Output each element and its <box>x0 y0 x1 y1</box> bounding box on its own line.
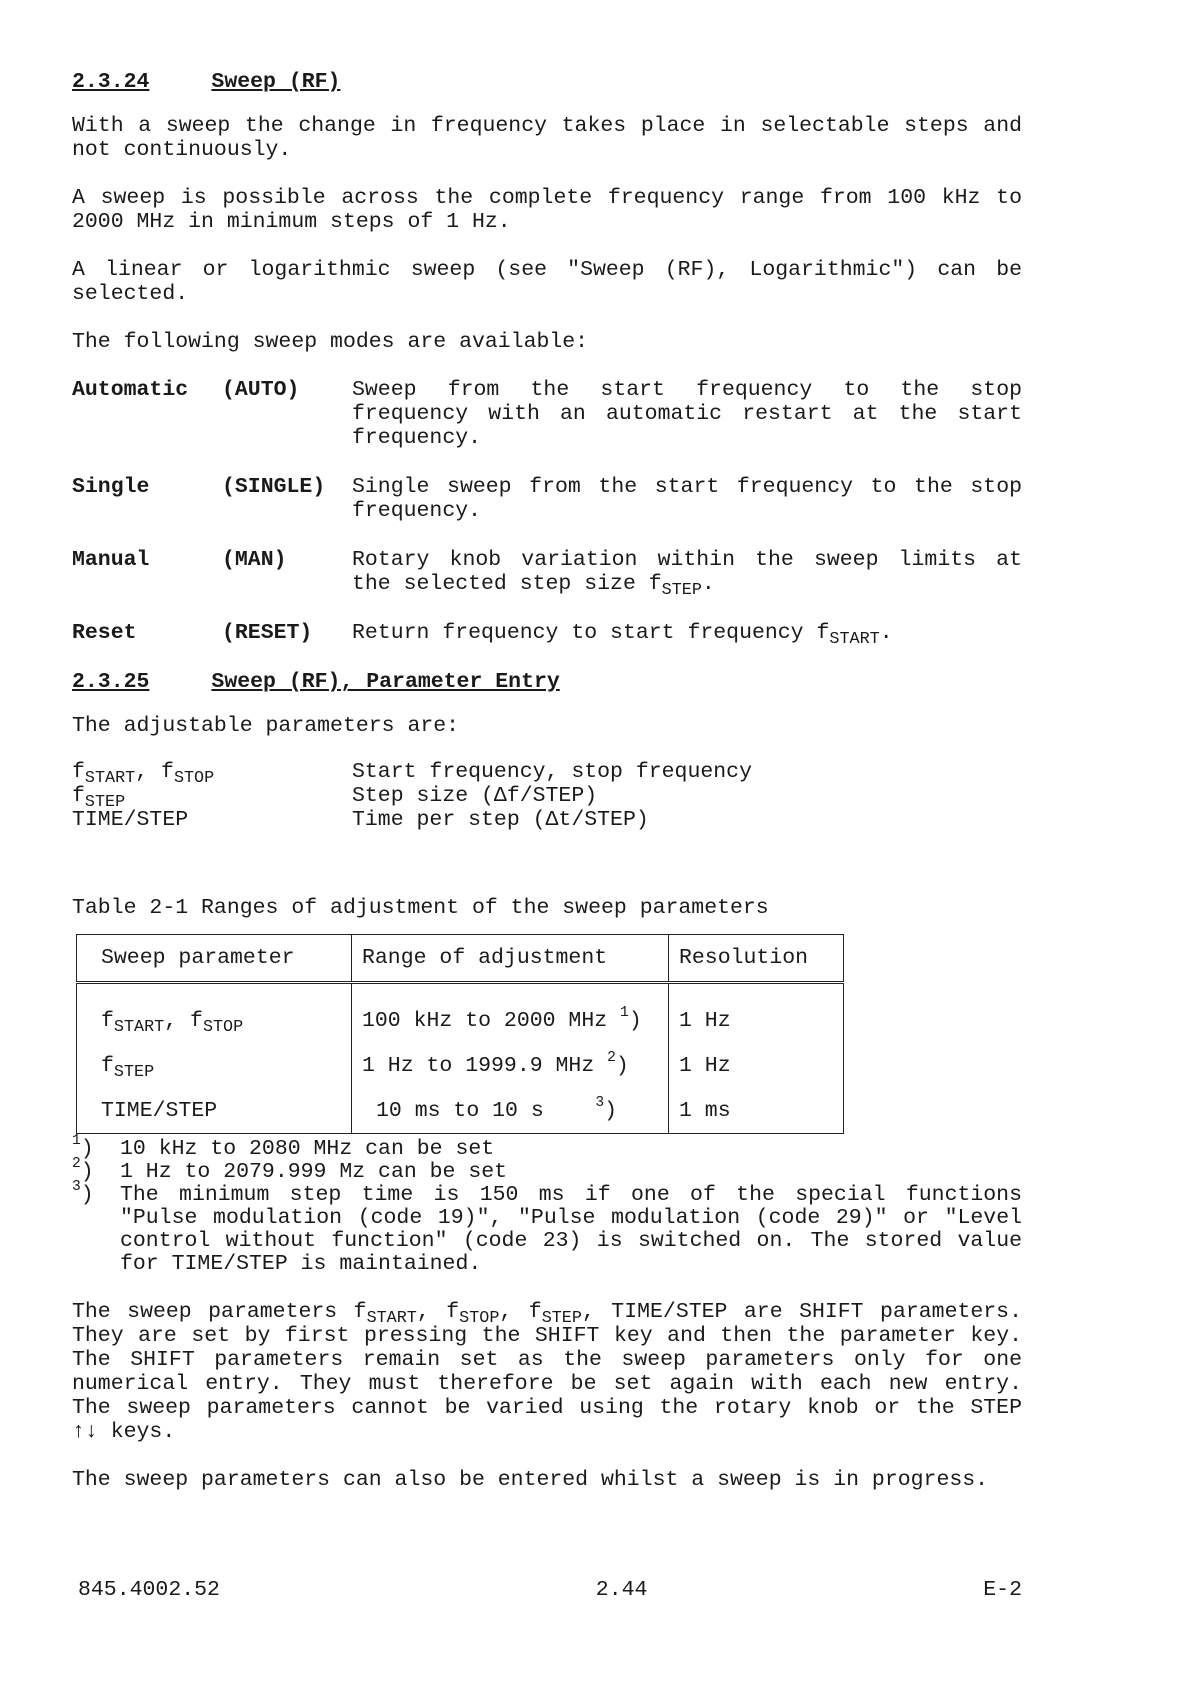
sweep-mode-list <box>72 378 1022 650</box>
footnote <box>72 1178 1022 1276</box>
mode-name: Reset <box>72 621 137 645</box>
text: , f <box>416 1300 460 1324</box>
section-number: 2.3.24 <box>72 70 150 94</box>
table-cell: 1 Hz <box>669 983 844 1044</box>
paragraph: With a sweep the change in frequency takes place in selectable steps and not continuously. <box>72 114 1022 162</box>
mode-automatic <box>72 378 1022 450</box>
mode-description <box>352 621 1022 650</box>
paren: ) <box>615 1053 629 1078</box>
footnote <box>72 1132 1022 1161</box>
parameter-list <box>72 760 1022 832</box>
footnote-ref: 1 <box>620 1004 629 1021</box>
subscript: STOP <box>173 769 215 789</box>
paragraph: The sweep parameters can also be entered whilst a sweep is in progress. <box>72 1468 989 1492</box>
table-cell <box>352 1088 669 1134</box>
param-description: Time per step (Δt/STEP) <box>352 808 649 832</box>
section-title: Sweep (RF), Parameter Entry <box>211 670 560 694</box>
table-cell: 1 ms <box>669 1088 844 1134</box>
table-row <box>77 1088 844 1134</box>
mode-code: (SINGLE) <box>222 475 326 499</box>
table-cell: TIME/STEP <box>77 1088 352 1134</box>
footnote-number: 3 <box>72 1178 81 1195</box>
subscript: STEP <box>84 793 126 813</box>
section-heading-parameter-entry <box>72 670 1022 694</box>
text: The sweep parameters f <box>72 1300 367 1324</box>
subscript: STEP <box>661 581 702 601</box>
footnote-ref: 2 <box>607 1049 616 1066</box>
range-text: 100 kHz to 2000 MHz <box>362 1008 621 1033</box>
subscript: START <box>113 1017 165 1037</box>
mode-manual <box>72 548 1022 601</box>
mode-description: Single sweep from the start frequency to the stop frequency. <box>352 475 1022 523</box>
text: , f <box>499 1300 542 1324</box>
section-heading-sweep-rf <box>72 70 1022 94</box>
separator: , f <box>164 1008 203 1033</box>
subscript: STOP <box>459 1309 500 1329</box>
footnote-list <box>72 1132 1022 1276</box>
symbol-f: f <box>101 1008 114 1033</box>
table-cell <box>352 983 669 1044</box>
paren: ) <box>604 1098 618 1123</box>
param-row <box>72 784 1022 813</box>
page-number: 2.44 <box>595 1578 648 1602</box>
table-caption: Table 2-1 Ranges of adjustment of the sweep parameters <box>72 896 769 920</box>
footnote-text: 1 Hz to 2079.999 Mz can be set <box>120 1160 508 1184</box>
symbol-f: f <box>72 760 85 784</box>
mode-code: (MAN) <box>222 548 287 572</box>
param-name <box>72 760 352 789</box>
range-text: 1 Hz to 1999.9 MHz <box>362 1053 608 1078</box>
mode-reset <box>72 621 1022 650</box>
mode-description-tail: . <box>879 621 893 645</box>
mode-description-text: Rotary knob variation within the sweep limits at the selected step size f <box>352 548 1022 596</box>
manual-page <box>72 70 1022 1516</box>
footnote-ref: 3 <box>595 1094 605 1111</box>
table-cell <box>77 983 352 1044</box>
mode-description-text: Return frequency to start frequency f <box>352 621 830 645</box>
document-number: 845.4002.52 <box>78 1578 220 1602</box>
table-cell <box>352 1043 669 1088</box>
text: , TIME/STEP are SHIFT parameters. They are set by first pressing the SHIFT key and then the parameter key. The SHIFT parameters remain set as the sweep parameters only for one numerical entry. They must therefore be set again with each new entry. The sweep parameters cannot be varied using the rotary knob or the STEP ↑↓ keys. <box>72 1300 1022 1444</box>
paragraph-shift-parameters <box>72 1300 1022 1444</box>
subscript: START <box>829 630 880 650</box>
edition: E-2 <box>983 1578 1022 1602</box>
table-header-row <box>77 935 844 983</box>
param-name: TIME/STEP <box>72 808 189 832</box>
paragraph: The following sweep modes are available: <box>72 330 589 354</box>
subscript: START <box>366 1309 417 1329</box>
footnote-number: 2 <box>72 1155 81 1172</box>
section-title: Sweep (RF) <box>211 70 341 94</box>
footnote-mark: $^3$) <box>72 1178 94 1207</box>
mode-code: (AUTO) <box>222 378 300 402</box>
footnote-mark: $^1$) <box>72 1132 94 1161</box>
table-cell: 1 Hz <box>669 1043 844 1088</box>
footnote <box>72 1155 1022 1184</box>
mode-description <box>352 548 1022 601</box>
footnote-number: 1 <box>72 1132 81 1149</box>
param-row <box>72 808 1022 832</box>
column-header: Resolution <box>669 935 844 983</box>
param-description: Start frequency, stop frequency <box>352 760 752 784</box>
section-number: 2.3.25 <box>72 670 150 694</box>
mode-description-tail: . <box>701 572 715 596</box>
param-row <box>72 760 1022 789</box>
table-row <box>77 983 844 1044</box>
separator: , f <box>135 760 174 784</box>
paragraph: The adjustable parameters are: <box>72 714 460 738</box>
column-header: Sweep parameter <box>77 935 352 983</box>
subscript: START <box>84 769 136 789</box>
symbol-f: f <box>72 784 85 808</box>
paragraph: A sweep is possible across the complete frequency range from 100 kHz to 2000 MHz in minimum steps of 1 Hz. <box>72 186 1022 234</box>
subscript: STEP <box>541 1309 582 1329</box>
page-footer <box>78 1578 1022 1602</box>
param-description: Step size (Δf/STEP) <box>352 784 598 808</box>
footnote-mark: $^2$) <box>72 1155 94 1184</box>
symbol-f: f <box>101 1053 114 1078</box>
range-text: 10 ms to 10 s <box>376 1098 596 1123</box>
mode-single <box>72 475 1022 523</box>
mode-name: Manual <box>72 548 150 572</box>
table-cell <box>77 1043 352 1088</box>
paren: ) <box>628 1008 642 1033</box>
column-header: Range of adjustment <box>352 935 669 983</box>
sweep-parameter-table <box>76 934 844 1134</box>
param-name <box>72 784 352 813</box>
mode-name: Automatic <box>72 378 189 402</box>
mode-name: Single <box>72 475 150 499</box>
footnote-text: 10 kHz to 2080 MHz can be set <box>120 1137 495 1161</box>
paragraph: A linear or logarithmic sweep (see "Sweep (RF), Logarithmic") can be selected. <box>72 258 1022 306</box>
mode-description: Sweep from the start frequency to the stop frequency with an automatic restart at the start frequency. <box>352 378 1022 450</box>
table-row <box>77 1043 844 1088</box>
subscript: STEP <box>113 1062 155 1082</box>
footnote-text: The minimum step time is 150 ms if one of the special functions "Pulse modulation (code 19)", "Pulse modulation (code 29)" or "Level control without function" (code 23) is switched on. The stored value for TIME/STEP is maintained. <box>120 1183 1022 1276</box>
mode-code: (RESET) <box>222 621 313 645</box>
subscript: STOP <box>202 1017 244 1037</box>
